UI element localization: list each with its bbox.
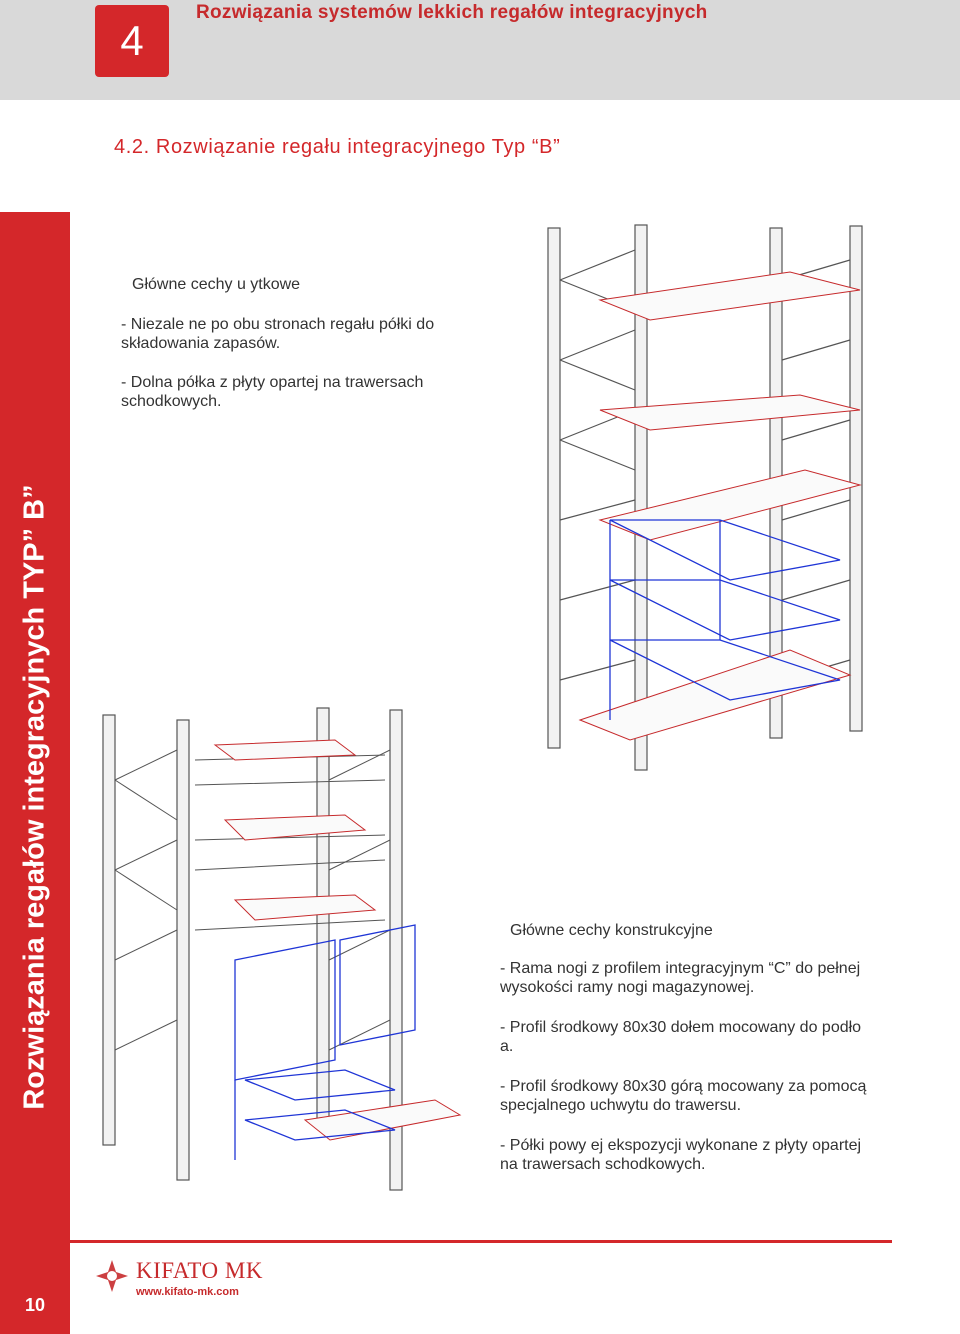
header-title: Rozwiązania systemów lekkich regałów integracyjnych <box>196 2 708 23</box>
construction-features-heading: Główne cechy konstrukcyjne <box>510 922 713 939</box>
section-title: 4.2. Rozwiązanie regału integracyjnego Typ “B” <box>114 136 561 158</box>
sidebar-title: Rozwiązania regałów integracyjnych TYP” B” <box>18 484 51 1110</box>
usage-features-heading: Główne cechy u ytkowe <box>132 276 301 293</box>
construction-feature-3: - Profil środkowy 80x30 górą mocowany za pomocą specjalnego uchwytu do trawersu. <box>500 1078 867 1114</box>
construction-feature-1: - Rama nogi z profilem integracyjnym “C” do pełnej wysokości ramy nogi magazynowej. <box>500 960 861 996</box>
usage-feature-1: - Niezale ne po obu stronach regału półki do składowania zapasów. <box>121 316 435 352</box>
logo-name: KIFATO MK <box>136 1258 263 1283</box>
company-logo <box>92 1256 292 1302</box>
logo-url: www.kifato-mk.com <box>136 1286 239 1298</box>
footer-rule <box>70 1240 892 1243</box>
chapter-number-badge: 4 <box>95 5 169 77</box>
kifato-emblem-icon <box>92 1256 132 1296</box>
construction-feature-4: - Półki powy ej ekspozycji wykonane z płyty opartej na trawersach schodkowych. <box>500 1137 862 1173</box>
sidebar <box>0 212 70 1334</box>
construction-feature-2: - Profil środkowy 80x30 dołem mocowany do podło a. <box>500 1019 862 1055</box>
usage-feature-2: - Dolna półka z płyty opartej na trawersach schodkowych. <box>121 374 424 410</box>
exploded-rack-illustration <box>95 700 475 1210</box>
page-number: 10 <box>24 1295 46 1315</box>
assembled-rack-illustration <box>540 220 880 780</box>
